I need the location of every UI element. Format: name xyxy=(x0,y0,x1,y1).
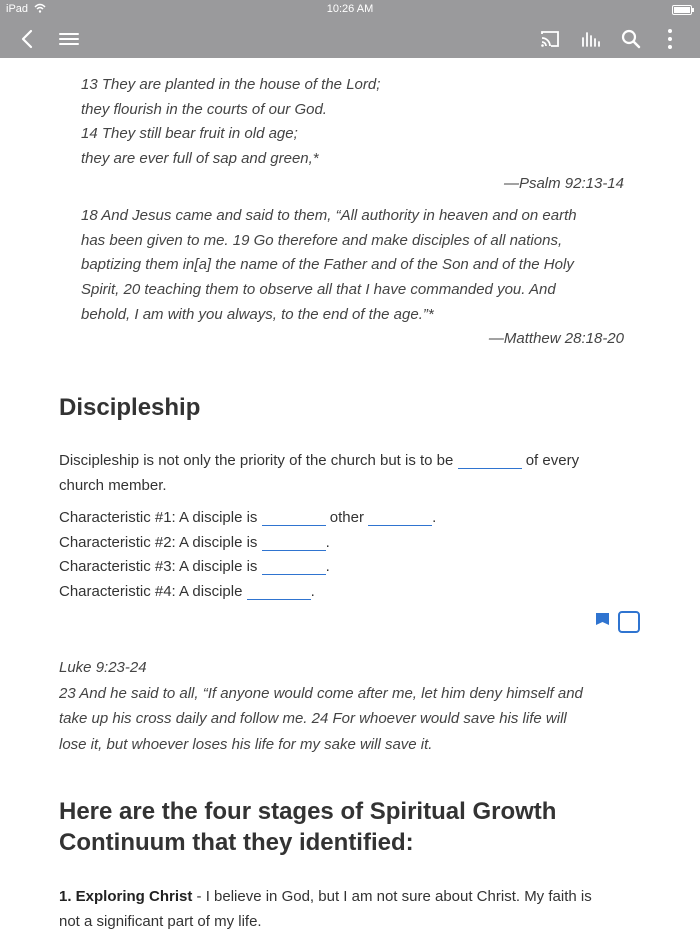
battery-icon xyxy=(672,5,692,15)
matthew-reference: —Matthew 28:18-20 xyxy=(488,330,624,347)
psalm-line: 13 They are planted in the house of the Lord; xyxy=(81,76,381,93)
checkbox-icon[interactable] xyxy=(618,611,640,633)
psalm-line: they flourish in the courts of our God. xyxy=(81,101,327,118)
stage-text: - I believe in God, but I am not sure about Christ. My faith is xyxy=(192,888,592,905)
characteristic-label: Characteristic #4: A disciple xyxy=(59,583,243,600)
stage-text: not a significant part of my life. xyxy=(59,913,262,930)
matthew-line: 18 And Jesus came and said to them, “All authority in heaven and on earth xyxy=(81,207,577,224)
fill-in-blank[interactable] xyxy=(247,585,311,600)
matthew-line: behold, I am with you always, to the end of the age.”* xyxy=(81,306,434,323)
cast-icon[interactable] xyxy=(537,26,563,52)
luke-line: take up his cross daily and follow me. 24 For whoever would save his life will xyxy=(59,710,567,727)
status-bar xyxy=(0,0,700,20)
top-toolbar xyxy=(0,20,700,58)
stages-heading-line: Continuum that they identified: xyxy=(59,829,414,856)
luke-line: 23 And he said to all, “If anyone would come after me, let him deny himself and xyxy=(59,684,583,702)
characteristic-end: . xyxy=(432,509,437,526)
characteristic-3 xyxy=(59,558,330,575)
matthew-line: baptizing them in[a] the name of the Father and of the Son and of the Holy xyxy=(81,256,574,273)
audio-icon[interactable] xyxy=(578,26,604,52)
device-label: iPad xyxy=(6,3,29,15)
characteristic-label: Characteristic #1: A disciple is xyxy=(59,509,258,526)
luke-quote xyxy=(59,655,649,757)
luke-line: lose it, but whoever loses his life for my sake will save it. xyxy=(59,735,433,753)
status-time: 10:26 AM xyxy=(326,3,374,15)
characteristic-1 xyxy=(59,509,436,526)
characteristic-2 xyxy=(59,534,330,551)
luke-reference: Luke 9:23-24 xyxy=(59,659,147,676)
stages-heading-line: Here are the four stages of Spiritual Growth xyxy=(59,798,557,825)
intro-text: church member. xyxy=(59,477,167,494)
characteristic-end: . xyxy=(325,534,330,551)
battery-fill xyxy=(674,7,690,13)
stage-title: 1. Exploring Christ xyxy=(59,888,193,905)
stages-heading xyxy=(59,796,659,858)
menu-icon[interactable] xyxy=(56,26,82,52)
fill-in-blank[interactable] xyxy=(262,511,326,526)
discipleship-heading: Discipleship xyxy=(59,394,201,421)
fill-in-blank[interactable] xyxy=(262,536,326,551)
characteristic-end: . xyxy=(325,558,330,575)
characteristic-label: Characteristic #2: A disciple is xyxy=(59,534,258,551)
characteristic-text: other xyxy=(329,509,364,526)
discipleship-intro xyxy=(59,448,639,498)
back-icon[interactable] xyxy=(15,26,41,52)
matthew-line: Spirit, 20 teaching them to observe all that I have commanded you. And xyxy=(81,281,556,298)
bookmark-icon[interactable] xyxy=(596,613,609,625)
psalm-line: 14 They still bear fruit in old age; xyxy=(81,125,298,142)
intro-text: of every xyxy=(525,452,580,469)
fill-in-blank[interactable] xyxy=(458,454,522,469)
search-icon[interactable] xyxy=(618,26,644,52)
fill-in-blank[interactable] xyxy=(368,511,432,526)
psalm-line: they are ever full of sap and green,* xyxy=(81,150,319,167)
matthew-line: has been given to me. 19 Go therefore and make disciples of all nations, xyxy=(81,232,563,249)
characteristic-4 xyxy=(59,583,315,600)
psalm-reference: —Psalm 92:13-14 xyxy=(503,175,624,192)
characteristic-label: Characteristic #3: A disciple is xyxy=(59,558,258,575)
characteristic-end: . xyxy=(310,583,315,600)
more-icon[interactable] xyxy=(657,26,683,52)
intro-text: Discipleship is not only the priority of the church but is to be xyxy=(59,452,454,469)
fill-in-blank[interactable] xyxy=(262,560,326,575)
stage-item-1 xyxy=(59,884,639,934)
